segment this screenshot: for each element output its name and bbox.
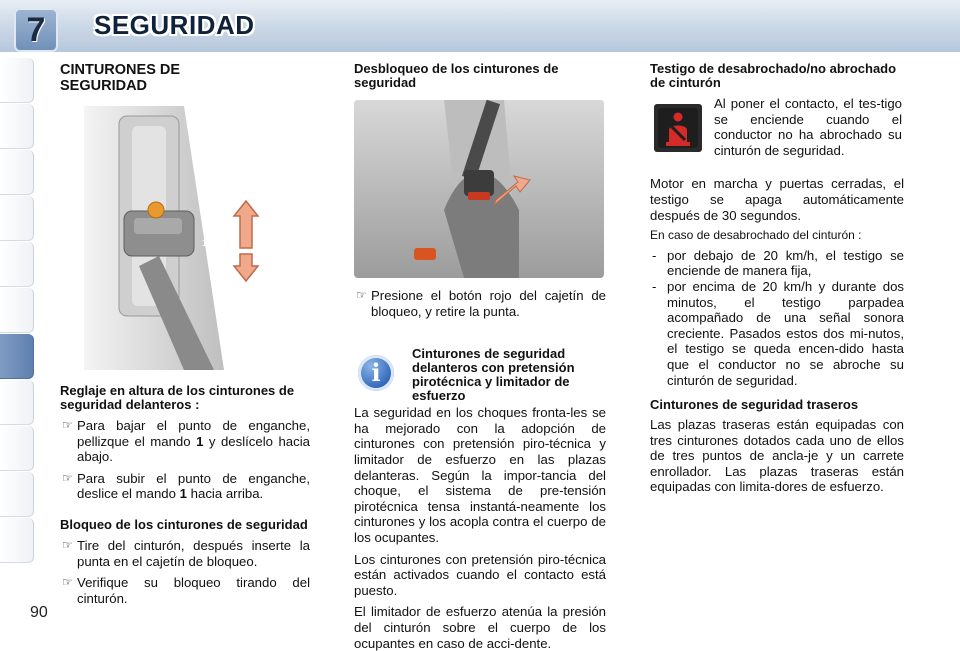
paragraph: Motor en marcha y puertas cerradas, el testigo se apaga automáticamente después de 30 segundos. (650, 176, 904, 223)
column-left (60, 62, 310, 606)
hand-pointer-icon: ☞ (62, 537, 73, 552)
list-item: - por encima de 20 km/h y durante dos minutos, el testigo parpadea acompañado de una señal sonora creciente. Pasados estos dos mi-nutos, el testigo se queda encen-dido hasta que el conductor no se abroche su cinturón de seguridad. (652, 278, 904, 388)
hand-pointer-icon: ☞ (62, 418, 73, 432)
side-tab (0, 150, 34, 195)
side-tab (0, 196, 34, 241)
column-right (650, 62, 904, 495)
paragraph: La seguridad en los choques fronta-les se ha mejorado con la adopción de cinturones con pretensión piro-técnica y limitador de esfuerzo en las plazas delanteras. Según la impor-tancia del choque, el sistema de pre-tensión pirotécnica tensa instantá-neamente los cinturones y los acopla contra el cuerpo de los ocupantes. (354, 405, 606, 545)
paragraph: Las plazas traseras están equipadas con tres cinturones dotados cada uno de ellos de tres puntos de ancla-je y un carrete enrollador. Las plazas traseras están equipadas con limita-dores de esfuerzo. (650, 417, 904, 495)
side-tab (0, 242, 34, 287)
side-tab-active (0, 334, 34, 379)
unbuckled-intro: En caso de desabrochado del cinturón : (650, 228, 862, 243)
seatbelt-warning-icon (654, 104, 702, 152)
unlock-heading: Desbloqueo de los cinturones de seguridad (354, 61, 559, 90)
hand-pointer-icon: ☞ (62, 575, 73, 590)
side-tabs (0, 58, 34, 564)
side-tab (0, 58, 34, 103)
hand-pointer-icon: ☞ (62, 470, 73, 485)
info-icon: i (358, 355, 394, 391)
list-item: ☞ Presione el botón rojo del cajetín de bloqueo, y retire la punta. (356, 288, 606, 319)
side-tab (0, 380, 34, 425)
rear-heading: Cinturones de seguridad traseros (650, 397, 859, 413)
chapter-tab (14, 8, 58, 52)
lock-heading: Bloqueo de los cinturones de seguridad (60, 516, 308, 532)
page-title: SEGURIDAD (94, 10, 255, 40)
side-tab (0, 104, 34, 149)
list-item: ☞ Para bajar el punto de enganche, pellizque el mando 1 y deslícelo hacia abajo. (62, 418, 310, 465)
side-tab (0, 426, 34, 471)
callout-number: 1 (202, 238, 208, 248)
belt-height-photo (64, 106, 304, 370)
adjust-heading: Reglaje en altura de los cinturones de seguridad delanteros : (60, 383, 295, 412)
chapter-number: 7 (26, 11, 46, 49)
column-middle (354, 62, 606, 651)
side-tab (0, 518, 34, 563)
hand-pointer-icon: ☞ (356, 288, 367, 302)
section-title: CINTURONES DE SEGURIDAD (60, 62, 181, 94)
warning-heading: Testigo de desabrochado/no abrochado de cinturón (650, 61, 897, 90)
buckle-photo (354, 100, 604, 278)
page-number: 90 (30, 604, 48, 621)
list-item: - por debajo de 20 km/h, el testigo se enciende de manera fija, (652, 247, 904, 279)
warning-text: Al poner el contacto, el tes-tigo se enciende cuando el conductor no ha abrochado su cinturón de seguridad. (714, 96, 902, 158)
list-item: ☞ Verifique su bloqueo tirando del cinturón. (62, 575, 310, 606)
side-tab (0, 472, 34, 517)
paragraph: El limitador de esfuerzo atenúa la presión del cinturón sobre el cuerpo de los ocupantes en caso de acci-dente. (354, 604, 606, 651)
list-item: ☞ Tire del cinturón, después inserte la punta en el cajetín de bloqueo. (62, 537, 310, 569)
info-heading: Cinturones de seguridad delanteros con pretensión pirotécnica y limitador de esfuerzo (412, 346, 575, 404)
side-tab (0, 288, 34, 333)
paragraph: Los cinturones con pretensión piro-técnica están activados cuando el contacto está puesto. (354, 551, 606, 598)
list-item: ☞ Para subir el punto de enganche, deslice el mando 1 hacia arriba. (62, 470, 310, 502)
